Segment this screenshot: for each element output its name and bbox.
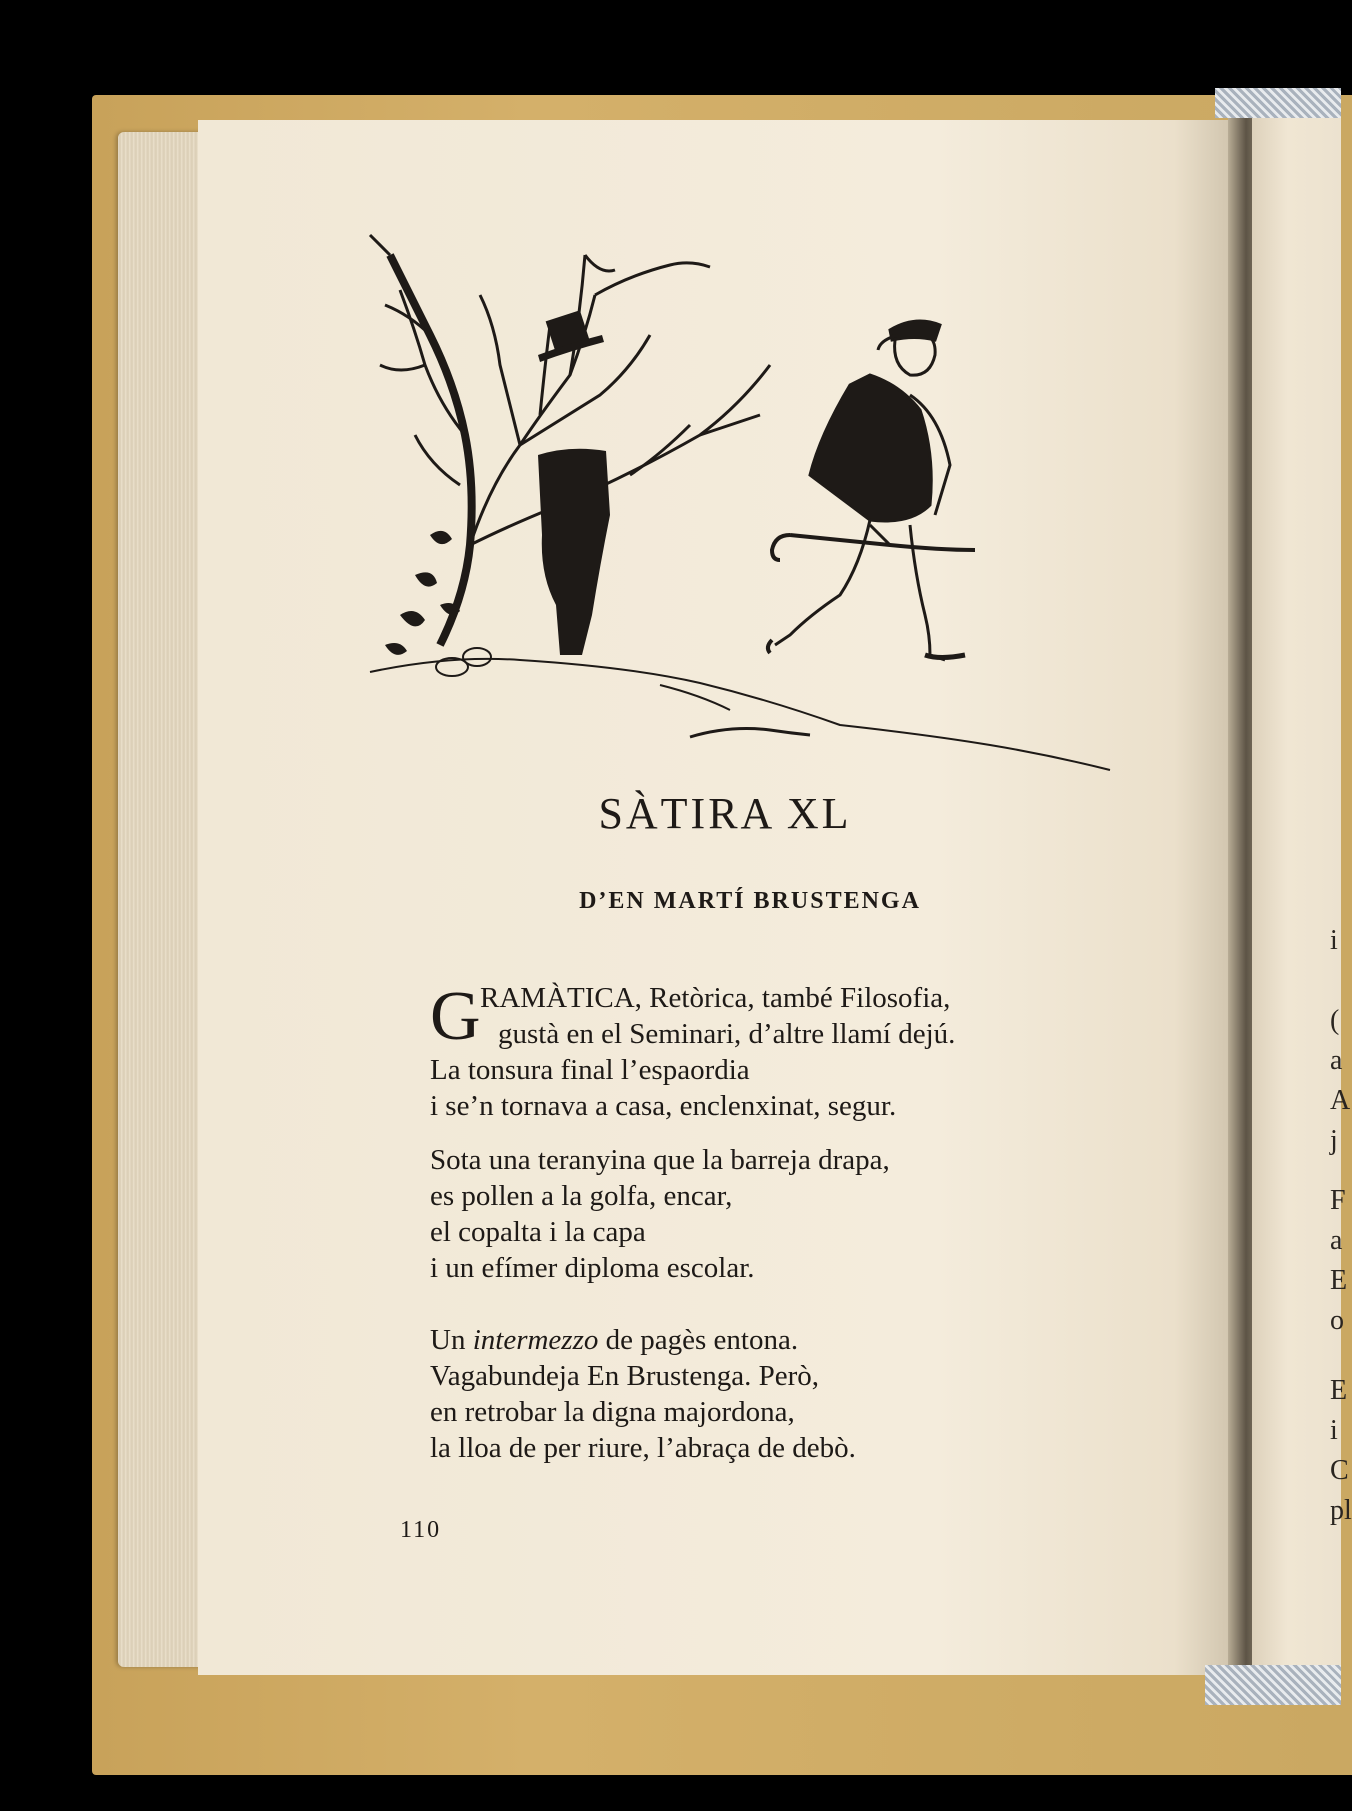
facing-page-fragment: o xyxy=(1330,1305,1344,1336)
spine-cloth-bottom xyxy=(1205,1665,1341,1705)
poem-title: SÀTIRA XL xyxy=(598,789,852,838)
spine-cloth-top xyxy=(1215,88,1341,118)
poem-line: Sota una teranyina que la barreja drapa, xyxy=(430,1144,890,1176)
facing-page-fragment: C xyxy=(1330,1455,1349,1486)
hanging-cape xyxy=(538,449,610,655)
facing-page-fragment: j xyxy=(1330,1125,1338,1156)
facing-page-fragment: E xyxy=(1330,1265,1348,1296)
drop-cap: G xyxy=(430,978,481,1055)
facing-page-fragment: i xyxy=(1330,1415,1338,1446)
poem-line: RAMÀTICA, Retòrica, també Filosofia, xyxy=(480,982,951,1014)
poem-line: en retrobar la digna majordona, xyxy=(430,1396,795,1428)
poem-subtitle: D’EN MARTÍ BRUSTENGA xyxy=(579,888,921,914)
poem-line: el copalta i la capa xyxy=(430,1216,646,1248)
illustration-tree-and-walking-man xyxy=(370,215,1120,775)
facing-page xyxy=(1252,100,1341,1690)
facing-page-fragment: a xyxy=(1330,1045,1343,1076)
facing-page-fragment: E xyxy=(1330,1375,1348,1406)
poem-line: la lloa de per riure, l’abraça de debò. xyxy=(430,1432,856,1464)
stanza-2 xyxy=(430,1142,890,1286)
poem-line: gustà en el Seminari, d’altre llamí dejú. xyxy=(498,1018,956,1050)
facing-page-fragment: pl xyxy=(1330,1495,1352,1526)
stanza-3 xyxy=(430,1322,856,1466)
page-number: 110 xyxy=(400,1517,442,1543)
poem-line: Vagabundeja En Brustenga. Però, xyxy=(430,1360,819,1392)
poem-word: Un xyxy=(430,1324,466,1356)
poem-line: i un efímer diploma escolar. xyxy=(430,1252,755,1284)
poem-line xyxy=(430,1322,856,1358)
stanza-1 xyxy=(430,980,955,1124)
poem-italic-word: intermezzo xyxy=(472,1324,599,1356)
facing-page-fragment: ( xyxy=(1330,1005,1340,1036)
facing-page-fragment: i xyxy=(1330,925,1338,956)
poem-line: i se’n tornava a casa, enclenxinat, segur. xyxy=(430,1090,897,1122)
poem-line: La tonsura final l’espaordia xyxy=(430,1054,750,1086)
poem-line: es pollen a la golfa, encar, xyxy=(430,1180,733,1212)
facing-page-fragment: a xyxy=(1330,1225,1343,1256)
tree-leaves xyxy=(385,531,460,655)
stones xyxy=(436,648,491,676)
facing-page-fragment: A xyxy=(1330,1085,1351,1116)
ground-line xyxy=(370,659,1110,770)
poem-word: de pagès entona. xyxy=(605,1324,799,1356)
walking-man xyxy=(768,321,975,660)
facing-page-fragment: F xyxy=(1330,1185,1346,1216)
